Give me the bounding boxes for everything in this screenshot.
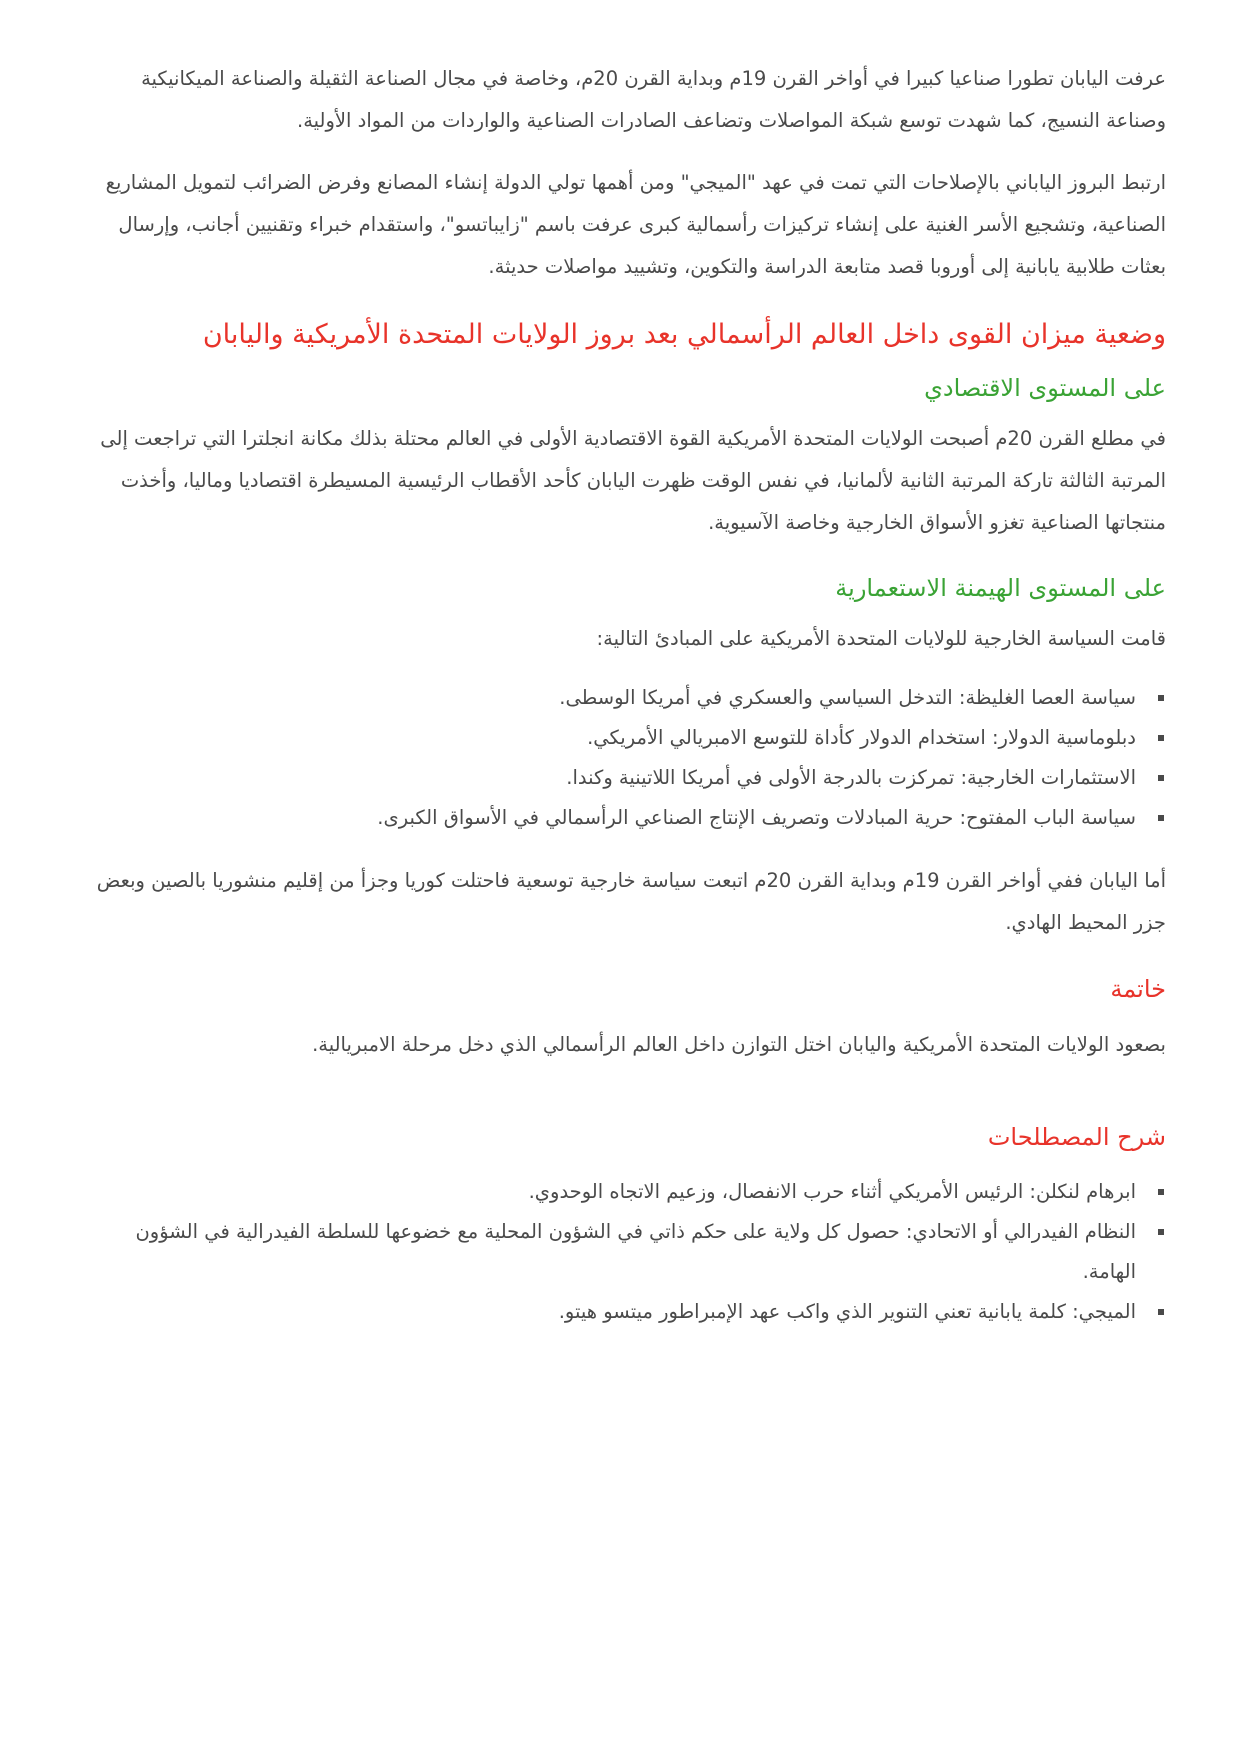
list-item-text: سياسة الباب المفتوح: حرية المبادلات وتصريف الإنتاج الصناعي الرأسمالي في الأسواق الكبرى.: [377, 806, 1136, 829]
square-bullet-icon: [1158, 1229, 1164, 1235]
section-title-balance-of-power: وضعية ميزان القوى داخل العالم الرأسمالي بعد بروز الولايات المتحدة الأمريكية واليابان: [202, 319, 1166, 350]
square-bullet-icon: [1158, 1189, 1164, 1195]
list-item: [80, 758, 1136, 798]
square-bullet-icon: [1158, 695, 1164, 701]
square-bullet-icon: [1158, 775, 1164, 781]
glossary-term-text: ابرهام لنكلن: الرئيس الأمريكي أثناء حرب الانفصال، وزعيم الاتجاه الوحدوي.: [528, 1180, 1136, 1203]
intro-paragraph-meiji-reforms: ارتبط البروز الياباني بالإصلاحات التي تمت في عهد "الميجي" ومن أهمها تولي الدولة إنشاء المصانع وفرض الضرائب لتمويل المشاريع الصناعية، وتشجيع الأسر الغنية على إنشاء تركيزات رأسمالية كبرى عرفت باسم "زايباتسو"، واستقدام خبراء وتقنيين أجانب، وإرسال بعثات طلابية يابانية إلى أوروبا قصد متابعة الدراسة والتكوين، وتشييد مواصلات حديثة.: [105, 171, 1166, 278]
foreign-policy-intro: قامت السياسة الخارجية للولايات المتحدة الأمريكية على المبادئ التالية:: [596, 627, 1166, 650]
list-item: [80, 718, 1136, 758]
subheading-colonial-level: على المستوى الهيمنة الاستعمارية: [835, 574, 1166, 602]
list-item-text: سياسة العصا الغليظة: التدخل السياسي والعسكري في أمريكا الوسطى.: [559, 686, 1136, 709]
list-item: [80, 798, 1136, 838]
spacer: [80, 1088, 1166, 1098]
economic-level-paragraph: في مطلع القرن 20م أصبحت الولايات المتحدة الأمريكية القوة الاقتصادية الأولى في العالم محتلة بذلك مكانة انجلترا التي تراجعت إلى المرتبة الثالثة تاركة المرتبة الثانية لألمانيا، في نفس الوقت ظهرت اليابان كأحد الأقطاب الرئيسية المسيطرة اقتصاديا وماليا، وأخذت منتجاتها الصناعية تغزو الأسواق الخارجية وخاصة الآسيوية.: [100, 427, 1166, 534]
subheading-economic-level: على المستوى الاقتصادي: [924, 374, 1166, 402]
list-item-text: دبلوماسية الدولار: استخدام الدولار كأداة للتوسع الامبريالي الأمريكي.: [587, 726, 1136, 749]
conclusion-heading: خاتمة: [1110, 975, 1166, 1003]
list-item-text: الاستثمارات الخارجية: تمركزت بالدرجة الأولى في أمريكا اللاتينية وكندا.: [566, 766, 1136, 789]
glossary-list: [80, 1172, 1166, 1332]
list-item: [80, 678, 1136, 718]
glossary-term-text: النظام الفيدرالي أو الاتحادي: حصول كل ولاية على حكم ذاتي في الشؤون المحلية مع خضوعها للسلطة الفيدرالية في الشؤون الهامة.: [135, 1220, 1136, 1283]
glossary-heading: شرح المصطلحات: [987, 1123, 1166, 1151]
square-bullet-icon: [1158, 815, 1164, 821]
glossary-term-text: الميجي: كلمة يابانية تعني التنوير الذي واكب عهد الإمبراطور ميتسو هيتو.: [558, 1300, 1136, 1323]
foreign-policy-principles-list: [80, 678, 1166, 838]
intro-paragraph-industrial-development: عرفت اليابان تطورا صناعيا كبيرا في أواخر القرن 19م وبداية القرن 20م، وخاصة في مجال الصناعة الثقيلة والصناعة الميكانيكية وصناعة النسيج، كما شهدت توسع شبكة المواصلات وتضاعف الصادرات الصناعية والواردات من المواد الأولية.: [141, 67, 1166, 132]
square-bullet-icon: [1158, 1309, 1164, 1315]
list-item: [80, 1292, 1136, 1332]
list-item: [80, 1172, 1136, 1212]
japan-expansion-paragraph: أما اليابان ففي أواخر القرن 19م وبداية القرن 20م اتبعت سياسة خارجية توسعية فاحتلت كوريا وجزأ من إقليم منشوريا بالصين وبعض جزر المحيط الهادي.: [96, 869, 1166, 934]
square-bullet-icon: [1158, 735, 1164, 741]
list-item: [80, 1212, 1136, 1292]
conclusion-paragraph: بصعود الولايات المتحدة الأمريكية واليابان اختل التوازن داخل العالم الرأسمالي الذي دخل مرحلة الامبريالية.: [312, 1033, 1166, 1056]
